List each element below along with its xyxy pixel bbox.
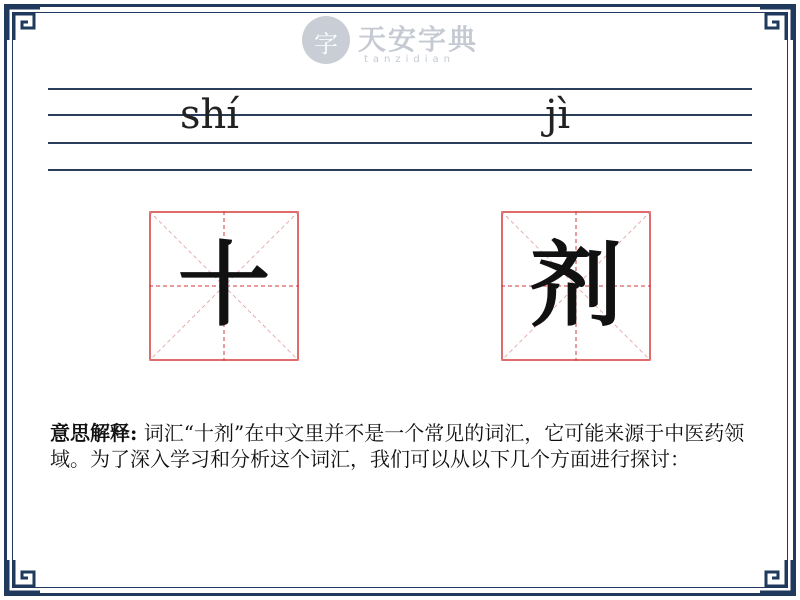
inner-border — [12, 12, 788, 588]
logo-title: 天安字典 — [358, 23, 479, 56]
pinyin-line-1 — [48, 88, 752, 90]
site-logo — [302, 14, 502, 70]
character-grid-2 — [501, 211, 651, 361]
corner-ornament-top-right — [756, 4, 796, 44]
corner-ornament-bottom-right — [756, 556, 796, 596]
character-2: 剂 — [529, 232, 622, 339]
logo-subtitle: tanzidian — [364, 54, 456, 65]
logo-seal-icon: 字 — [302, 16, 350, 64]
corner-ornament-bottom-left — [4, 556, 44, 596]
character-grid-1 — [149, 211, 299, 361]
corner-ornament-top-left — [4, 4, 44, 44]
meaning-text: 词汇“十剂”在中文里并不是一个常见的词汇，它可能来源于中医药领域。为了深入学习和分析这个词汇，我们可以从以下几个方面进行探讨： — [50, 421, 745, 471]
pinyin-1: shí — [180, 92, 240, 138]
pinyin-2: jì — [545, 92, 571, 138]
character-1: 十 — [177, 232, 270, 339]
meaning-description — [50, 420, 760, 472]
meaning-separator: : — [130, 421, 138, 445]
pinyin-line-2 — [48, 114, 752, 116]
pinyin-line-4 — [48, 169, 752, 171]
pinyin-line-3 — [48, 142, 752, 144]
meaning-label: 意思解释 — [50, 421, 130, 445]
